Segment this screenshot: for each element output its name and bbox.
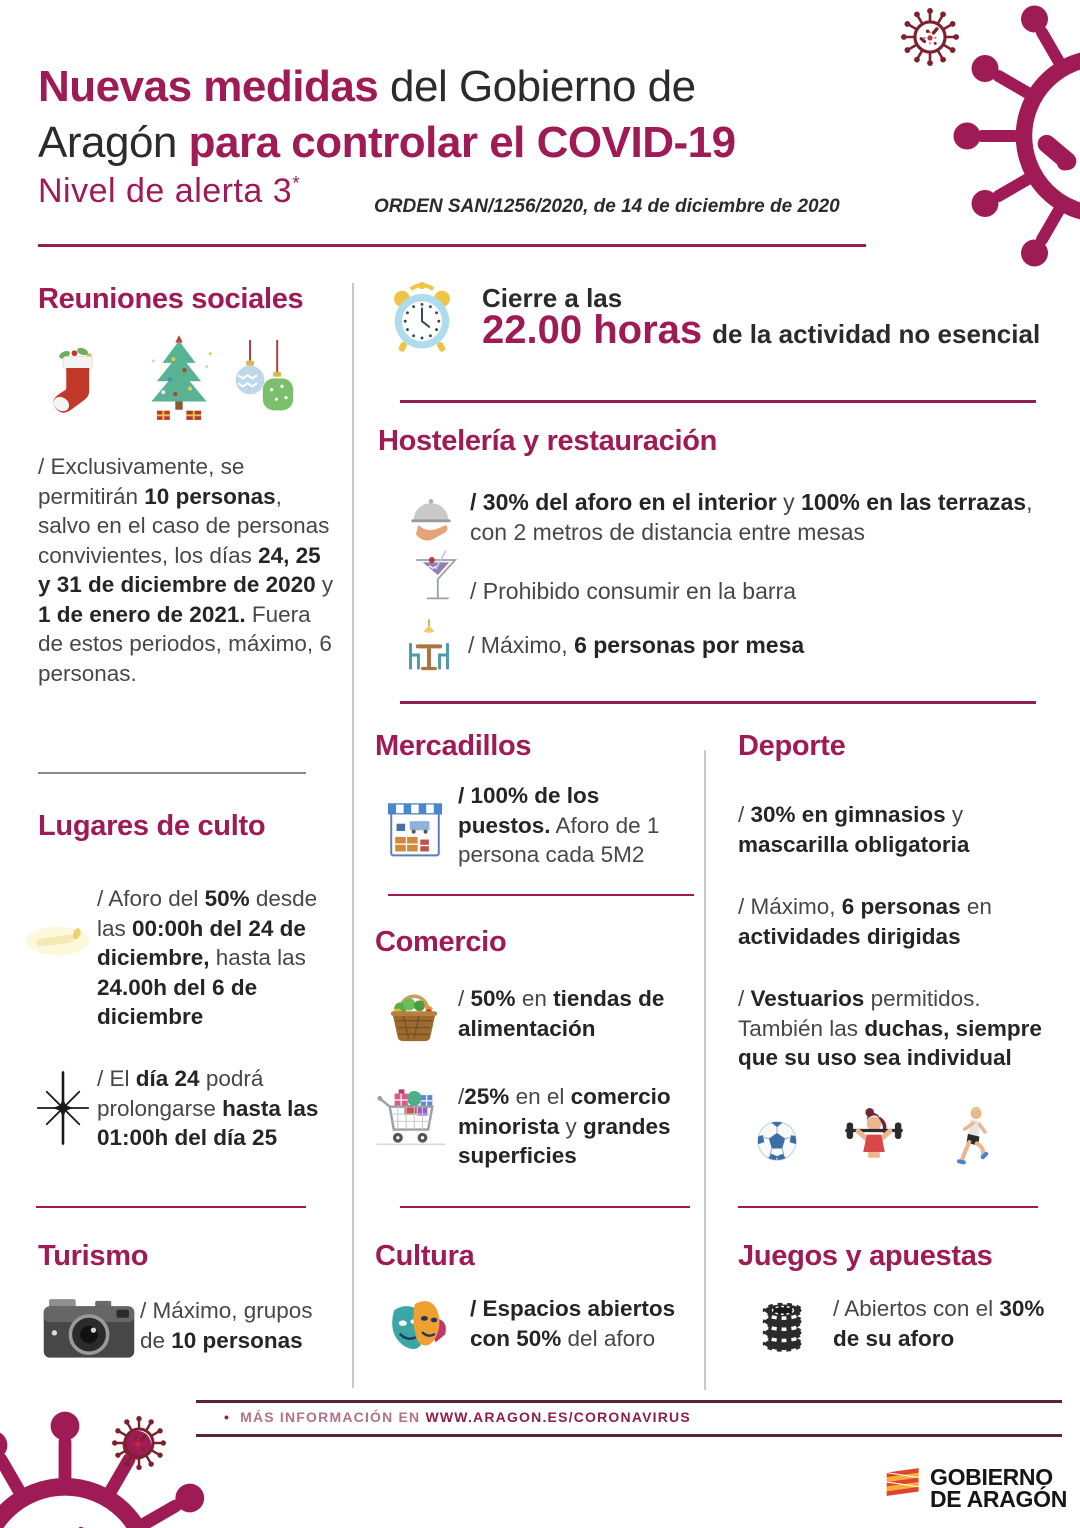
section-title-reuniones: Reuniones sociales — [38, 283, 304, 315]
reuniones-text: / Exclusivamente, se permitirán 10 personas, salvo en el caso de personas convivientes, los días 24, 25 y 31 de diciembre de 2020 y 1 de enero de 2021. Fuera de estos periodos, máximo, 6 personas. — [38, 454, 334, 686]
hosteleria-item-2: / Prohibido consumir en la barra — [470, 578, 796, 604]
table-chairs-icon — [396, 618, 462, 684]
candle-icon — [22, 905, 94, 977]
comercio-item-2: /25% en el comercio minorista y grandes superficies — [458, 1084, 671, 1168]
closure-line — [482, 308, 1040, 353]
footer-info — [224, 1409, 691, 1425]
deporte-item-2: / Máximo, 6 personas en actividades dirigidas — [738, 894, 992, 949]
section-title-culto: Lugares de culto — [38, 810, 266, 842]
footer-info-url: WWW.ARAGON.ES/CORONAVIRUS — [425, 1409, 691, 1425]
footer-bullet: • — [224, 1409, 231, 1425]
divider-closure — [400, 400, 1036, 403]
christmas-tree-icon — [133, 330, 225, 438]
virus-outline-icon — [112, 1416, 166, 1470]
alert-level: Nivel de alerta 3* — [38, 172, 301, 210]
hosteleria-item-3: / Máximo, 6 personas por mesa — [468, 632, 805, 658]
turismo-item-1: / Máximo, grupos de 10 personas — [140, 1298, 313, 1353]
comercio-item-1: / 50% en tiendas de alimentación — [458, 986, 665, 1041]
footer-info-label: MÁS INFORMACIÓN EN — [240, 1409, 426, 1425]
closure-tail: de la actividad no esencial — [712, 319, 1041, 349]
culto-item-1: / Aforo del 50% desde las 00:00h del 24 de diciembre, hasta las 24.00h del 6 de diciembre — [97, 886, 318, 1029]
virus-icon — [952, 0, 1080, 286]
section-title-hosteleria: Hostelería y restauración — [378, 425, 718, 457]
section-title-turismo: Turismo — [38, 1240, 149, 1272]
closure-time: 22.00 horas — [482, 308, 703, 352]
section-title-mercadillos: Mercadillos — [375, 730, 532, 762]
star-icon — [26, 1062, 100, 1154]
mercadillos-item-1: / 100% de los puestos. Aforo de 1 persona cada 5M2 — [458, 783, 660, 867]
hosteleria-item-1: / 30% del aforo en el interior y 100% en las terrazas, con 2 metros de distancia entre mesas — [470, 489, 1033, 545]
cocktail-icon — [406, 548, 466, 608]
divider-deporte-juegos — [738, 1206, 1038, 1208]
divider-comercio-cultura — [400, 1206, 690, 1208]
deporte-item-1: / 30% en gimnasios y mascarilla obligatoria — [738, 802, 970, 857]
page-title: Nuevas medidas del Gobierno de Aragón para controlar el COVID-19 — [38, 62, 736, 168]
divider-culto-turismo — [36, 1206, 306, 1208]
running-icon — [938, 1098, 1006, 1178]
closure-lead: Cierre a las — [482, 283, 623, 313]
cultura-item-1: / Espacios abiertos con 50% del aforo — [470, 1296, 676, 1351]
alarm-clock-icon — [382, 278, 462, 358]
section-title-deporte: Deporte — [738, 730, 846, 762]
theater-masks-icon — [378, 1288, 458, 1368]
order-reference: ORDEN SAN/1256/2020, de 14 de diciembre de 2020 — [374, 196, 840, 217]
virus-outline-icon — [901, 8, 959, 66]
serving-cloche-icon — [402, 488, 460, 546]
divider-mercadillos — [388, 894, 694, 896]
juegos-item-1: / Abiertos con el 30% de su aforo — [833, 1296, 1045, 1351]
christmas-stocking-icon — [40, 338, 122, 434]
poker-chips-icon — [748, 1288, 818, 1358]
section-title-comercio: Comercio — [375, 926, 507, 958]
christmas-ornaments-icon — [226, 334, 306, 434]
soccer-ball-icon — [748, 1112, 806, 1170]
weightlifting-icon — [838, 1103, 910, 1175]
deporte-item-3: / Vestuarios permitidos. También las duchas, siempre que su uso sea individual — [738, 986, 1042, 1070]
divider-hosteleria — [400, 701, 1036, 704]
shopping-cart-icon — [370, 1082, 452, 1164]
aragon-flag-icon — [884, 1462, 924, 1508]
header-divider — [38, 244, 866, 247]
culto-item-2: / El día 24 podrá prolongarse hasta las 01:00h del día 25 — [97, 1066, 319, 1150]
section-title-cultura: Cultura — [375, 1240, 475, 1272]
food-basket-icon — [380, 984, 448, 1052]
market-stall-icon — [382, 796, 448, 862]
divider-reuniones-culto — [38, 772, 306, 774]
footer-divider-top — [196, 1400, 1062, 1403]
section-title-juegos: Juegos y apuestas — [738, 1240, 993, 1272]
government-logo-text: GOBIERNO DE ARAGÓN — [930, 1464, 1068, 1512]
footer-divider-bottom — [196, 1434, 1062, 1437]
camera-icon — [40, 1292, 138, 1363]
divider-vertical-main — [352, 283, 354, 1388]
